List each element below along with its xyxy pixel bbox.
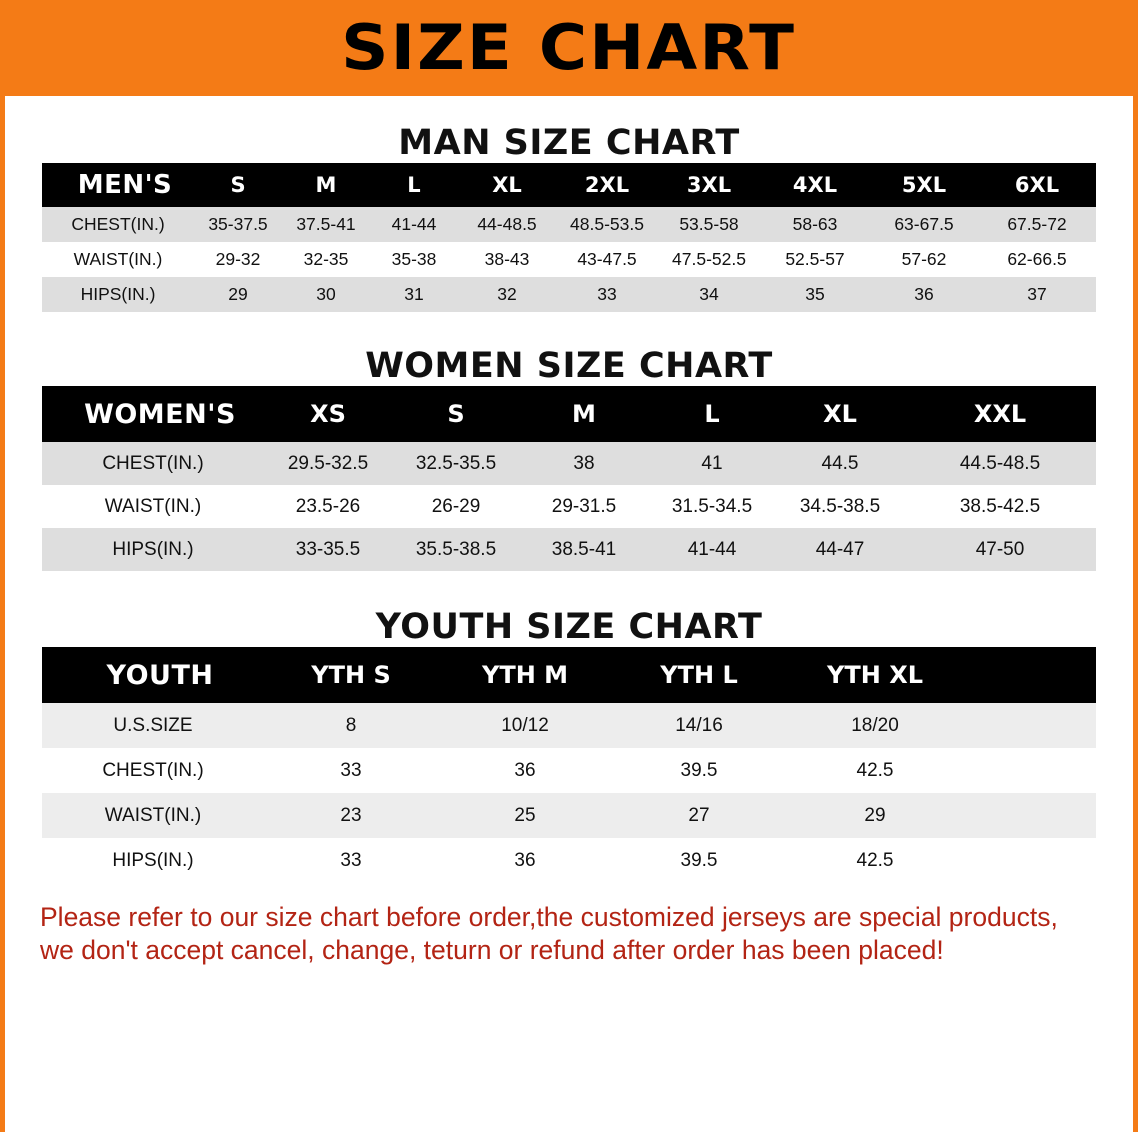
man-cell-0-1: 37.5-41 bbox=[296, 214, 356, 234]
man-col-3: XL bbox=[458, 163, 556, 207]
table-header-row bbox=[42, 647, 1096, 703]
table-row bbox=[42, 703, 1096, 748]
youth-cell-1-spacer bbox=[964, 748, 1096, 793]
man-cell-1-1: 32-35 bbox=[303, 249, 349, 269]
youth-cell-3-2: 39.5 bbox=[680, 849, 718, 871]
man-cell-2-6: 35 bbox=[805, 284, 825, 304]
man-col-7: 5XL bbox=[870, 163, 978, 207]
youth-cell-1-2: 39.5 bbox=[680, 759, 718, 781]
youth-col-spacer bbox=[964, 647, 1096, 703]
youth-cell-0-spacer bbox=[964, 703, 1096, 748]
youth-cell-3-1: 36 bbox=[514, 849, 536, 871]
man-cell-2-4: 33 bbox=[597, 284, 617, 304]
table-row bbox=[42, 207, 1096, 242]
youth-table-wrap bbox=[42, 647, 1096, 883]
women-cell-2-3: 41-44 bbox=[687, 538, 737, 560]
man-cell-2-8: 37 bbox=[1027, 284, 1047, 304]
man-col-8: 6XL bbox=[978, 163, 1096, 207]
man-row-1-label: WAIST(IN.) bbox=[73, 249, 163, 269]
left-edge-strip bbox=[0, 96, 5, 1132]
women-cell-1-5: 38.5-42.5 bbox=[959, 495, 1041, 517]
man-cell-0-4: 48.5-53.5 bbox=[570, 214, 644, 234]
youth-cell-2-spacer bbox=[964, 793, 1096, 838]
man-cell-1-4: 43-47.5 bbox=[577, 249, 637, 269]
table-header-row bbox=[42, 386, 1096, 442]
man-cell-0-0: 35-37.5 bbox=[208, 214, 268, 234]
man-col-5: 3XL bbox=[658, 163, 760, 207]
man-col-6: 4XL bbox=[760, 163, 870, 207]
youth-cell-1-0: 33 bbox=[340, 759, 362, 781]
man-cell-2-0: 29 bbox=[228, 284, 248, 304]
man-col-0: S bbox=[194, 163, 282, 207]
women-cell-2-1: 35.5-38.5 bbox=[415, 538, 497, 560]
women-cell-0-5: 44.5-48.5 bbox=[959, 452, 1041, 474]
youth-table-body bbox=[42, 703, 1096, 883]
page-title: SIZE CHART bbox=[341, 11, 797, 84]
women-cell-0-2: 38 bbox=[573, 452, 595, 474]
women-col-3: L bbox=[648, 386, 776, 442]
women-table-wrap bbox=[42, 386, 1096, 571]
man-cell-1-7: 57-62 bbox=[901, 249, 947, 269]
youth-cell-1-3: 42.5 bbox=[856, 759, 894, 781]
women-cell-2-4: 44-47 bbox=[815, 538, 865, 560]
man-cell-0-6: 58-63 bbox=[792, 214, 838, 234]
man-cell-0-5: 53.5-58 bbox=[679, 214, 739, 234]
man-cell-0-3: 44-48.5 bbox=[477, 214, 537, 234]
table-row bbox=[42, 838, 1096, 883]
man-col-2: L bbox=[370, 163, 458, 207]
women-cell-1-4: 34.5-38.5 bbox=[799, 495, 881, 517]
youth-cell-1-1: 36 bbox=[514, 759, 536, 781]
page-banner bbox=[0, 0, 1138, 96]
table-row bbox=[42, 242, 1096, 277]
youth-head-label: YOUTH bbox=[42, 647, 264, 703]
disclaimer-line-2: we don't accept cancel, change, teturn or refund after order has been placed! bbox=[40, 935, 944, 966]
man-col-4: 2XL bbox=[556, 163, 658, 207]
women-cell-0-3: 41 bbox=[701, 452, 723, 474]
women-cell-1-1: 26-29 bbox=[431, 495, 481, 517]
women-cell-1-0: 23.5-26 bbox=[295, 495, 361, 517]
man-cell-2-3: 32 bbox=[497, 284, 517, 304]
women-cell-2-2: 38.5-41 bbox=[551, 538, 617, 560]
youth-cell-0-3: 18/20 bbox=[851, 714, 899, 736]
women-col-2: M bbox=[520, 386, 648, 442]
man-cell-2-2: 31 bbox=[404, 284, 424, 304]
women-cell-1-2: 29-31.5 bbox=[551, 495, 617, 517]
man-cell-1-5: 47.5-52.5 bbox=[672, 249, 746, 269]
table-header-row bbox=[42, 163, 1096, 207]
man-row-0-label: CHEST(IN.) bbox=[71, 214, 165, 234]
women-table-body bbox=[42, 442, 1096, 571]
women-cell-2-0: 33-35.5 bbox=[295, 538, 361, 560]
man-cell-0-8: 67.5-72 bbox=[1007, 214, 1067, 234]
women-cell-0-4: 44.5 bbox=[821, 452, 859, 474]
youth-cell-2-3: 29 bbox=[864, 804, 886, 826]
table-row bbox=[42, 793, 1096, 838]
youth-cell-0-0: 8 bbox=[345, 714, 357, 736]
women-cell-2-5: 47-50 bbox=[975, 538, 1025, 560]
man-cell-2-7: 36 bbox=[914, 284, 934, 304]
youth-cell-3-3: 42.5 bbox=[856, 849, 894, 871]
man-head-label: MEN'S bbox=[42, 163, 194, 207]
youth-table-head bbox=[42, 647, 1096, 703]
disclaimer-line-1: Please refer to our size chart before order,the customized jerseys are special products, bbox=[40, 902, 1058, 932]
youth-size-table bbox=[42, 647, 1096, 883]
women-col-0: XS bbox=[264, 386, 392, 442]
women-row-1-label: WAIST(IN.) bbox=[104, 495, 202, 517]
women-col-1: S bbox=[392, 386, 520, 442]
table-row bbox=[42, 442, 1096, 485]
women-head-label: WOMEN'S bbox=[42, 386, 264, 442]
man-cell-0-7: 63-67.5 bbox=[894, 214, 954, 234]
man-table-body bbox=[42, 207, 1096, 312]
youth-cell-3-spacer bbox=[964, 838, 1096, 883]
man-cell-1-2: 35-38 bbox=[391, 249, 437, 269]
man-cell-1-3: 38-43 bbox=[484, 249, 530, 269]
women-col-5: XXL bbox=[904, 386, 1096, 442]
women-row-0-label: CHEST(IN.) bbox=[102, 452, 204, 474]
disclaimer-note bbox=[40, 901, 1098, 967]
man-cell-1-6: 52.5-57 bbox=[785, 249, 845, 269]
youth-cell-0-1: 10/12 bbox=[501, 714, 549, 736]
man-section-title: MAN SIZE CHART bbox=[398, 123, 740, 163]
youth-col-0: YTH S bbox=[264, 647, 438, 703]
right-edge-strip bbox=[1133, 96, 1138, 1132]
youth-row-3-label: HIPS(IN.) bbox=[112, 849, 194, 871]
man-cell-2-1: 30 bbox=[316, 284, 336, 304]
women-cell-0-0: 29.5-32.5 bbox=[287, 452, 369, 474]
man-cell-1-0: 29-32 bbox=[215, 249, 261, 269]
youth-cell-2-2: 27 bbox=[688, 804, 710, 826]
table-row bbox=[42, 277, 1096, 312]
man-cell-2-5: 34 bbox=[699, 284, 719, 304]
women-col-4: XL bbox=[776, 386, 904, 442]
man-size-table bbox=[42, 163, 1096, 312]
table-row bbox=[42, 748, 1096, 793]
youth-col-1: YTH M bbox=[438, 647, 612, 703]
man-table-head bbox=[42, 163, 1096, 207]
youth-row-2-label: WAIST(IN.) bbox=[104, 804, 202, 826]
youth-row-0-label: U.S.SIZE bbox=[113, 714, 193, 736]
women-cell-0-1: 32.5-35.5 bbox=[415, 452, 497, 474]
women-section-title: WOMEN SIZE CHART bbox=[365, 346, 773, 386]
man-cell-1-8: 62-66.5 bbox=[1007, 249, 1067, 269]
women-row-2-label: HIPS(IN.) bbox=[112, 538, 194, 560]
women-cell-1-3: 31.5-34.5 bbox=[671, 495, 753, 517]
youth-col-2: YTH L bbox=[612, 647, 786, 703]
youth-cell-0-2: 14/16 bbox=[675, 714, 723, 736]
youth-cell-3-0: 33 bbox=[340, 849, 362, 871]
youth-col-3: YTH XL bbox=[786, 647, 964, 703]
youth-row-1-label: CHEST(IN.) bbox=[102, 759, 204, 781]
women-table-head bbox=[42, 386, 1096, 442]
man-table-wrap bbox=[42, 163, 1096, 312]
youth-cell-2-0: 23 bbox=[340, 804, 362, 826]
table-row bbox=[42, 485, 1096, 528]
women-size-table bbox=[42, 386, 1096, 571]
man-col-1: M bbox=[282, 163, 370, 207]
man-cell-0-2: 41-44 bbox=[391, 214, 437, 234]
youth-cell-2-1: 25 bbox=[514, 804, 536, 826]
man-row-2-label: HIPS(IN.) bbox=[80, 284, 156, 304]
youth-section-title: YOUTH SIZE CHART bbox=[375, 607, 763, 647]
table-row bbox=[42, 528, 1096, 571]
